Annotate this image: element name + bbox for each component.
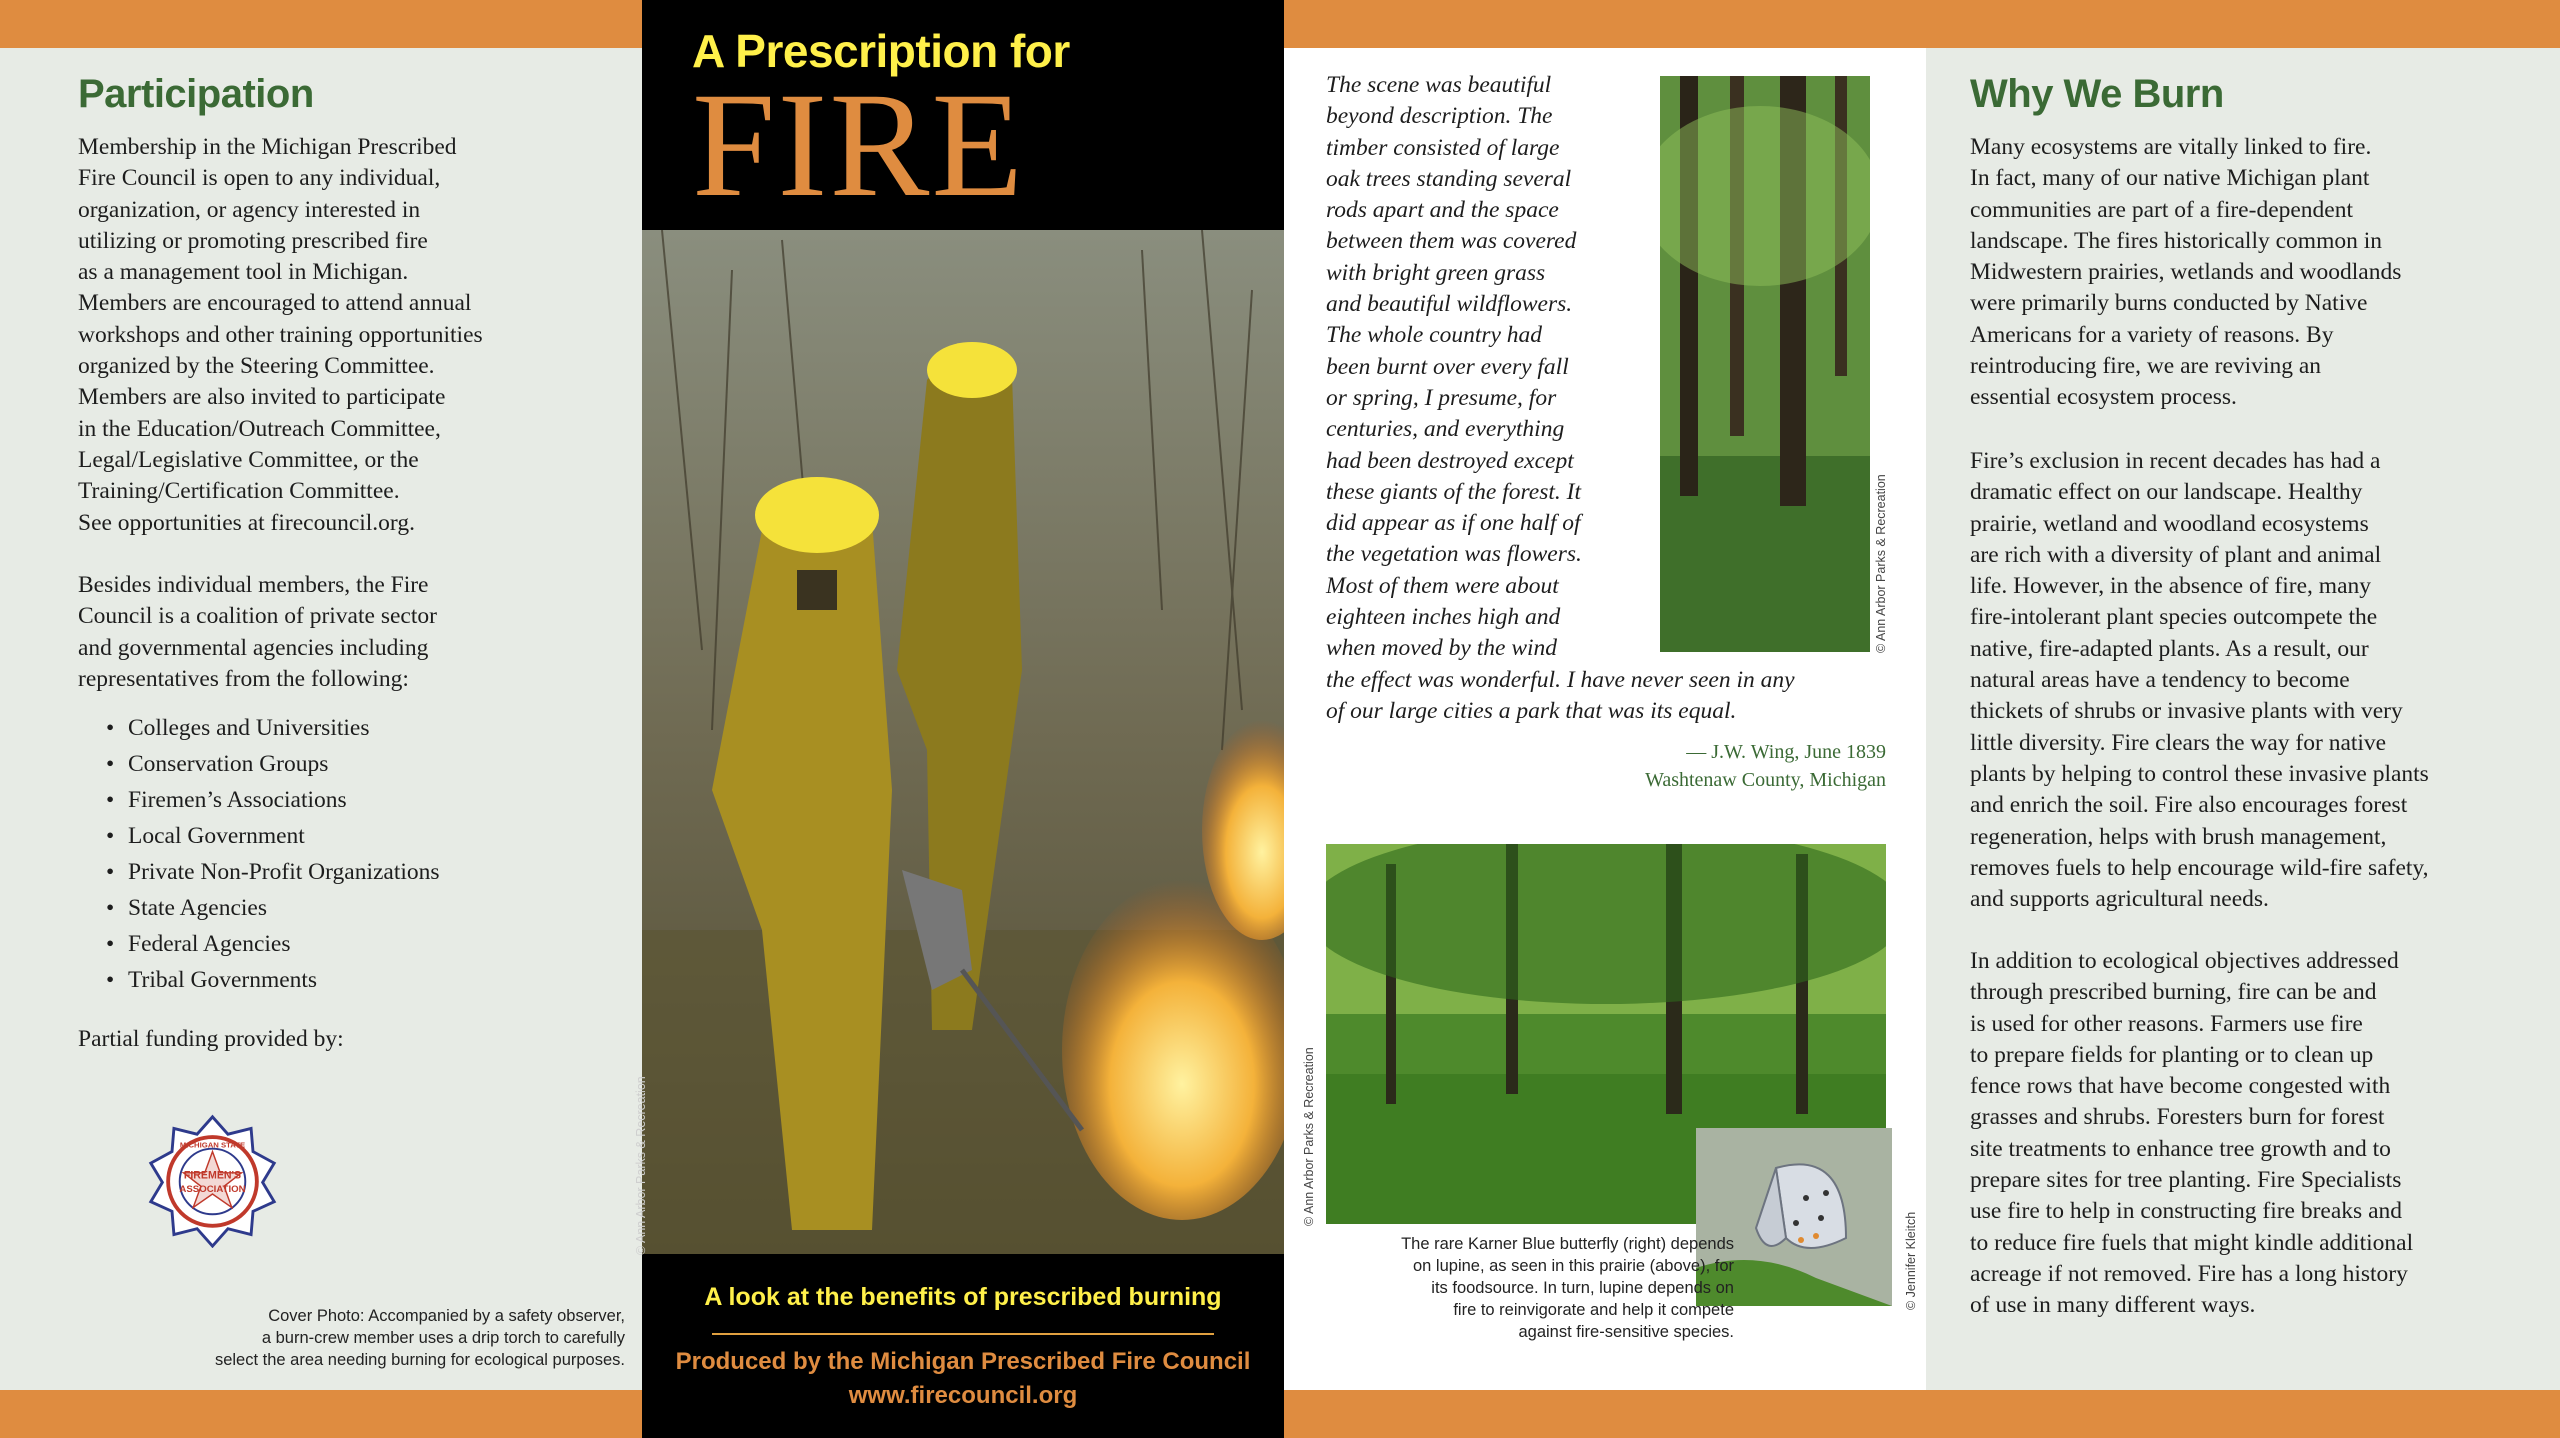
quote-panel [1284,48,1926,1390]
cover-title-small: A Prescription for [692,25,1070,77]
why-we-burn-panel [1926,48,2560,1390]
cover-panel [634,0,1284,1438]
logo-text-mid-1: FIREMEN'S [183,1169,242,1182]
list-item: • Federal Agencies [106,931,291,957]
member-types-list [106,710,440,998]
cover-photo-firefighters [642,230,1284,1254]
cover-photo-credit: © Ann Arbor Parks & Recreation [634,1076,648,1255]
cover-title-big: FIRE [692,62,1026,228]
participation-panel [0,48,642,1390]
list-item: • Conservation Groups [106,751,329,777]
logo-text-mid-2: ASSOCIATION [179,1184,246,1196]
funding-label: Partial funding provided by: [78,1026,344,1052]
logo-text-top: MICHIGAN STATE [179,1140,246,1150]
butterfly-photo-credit: © Jennifer Kleitch [1904,1211,1918,1310]
forest-photo [1660,76,1870,652]
cover-subtitle: A look at the benefits of prescribed burning [704,1283,1222,1311]
participation-heading: Participation [78,72,314,116]
prairie-photo-credit: © Ann Arbor Parks & Recreation [1302,1047,1316,1226]
firemens-association-logo [145,1113,280,1248]
why-burn-paragraph-1: Many ecosystems are vitally linked to fire. In fact, many of our native Michigan plant communities are part of a fire-dependent landscape. The fires historically common in Midwestern prairies, wetlands and woodlands were primarily burns conducted by Native Americans for a variety of reasons. By reintroducing fire, we are reviving an essential ecosystem process. [1970,134,2402,411]
list-item: • Private Non-Profit Organizations [106,859,440,885]
why-we-burn-heading: Why We Burn [1970,72,2224,116]
quote-attribution: — J.W. Wing, June 1839 Washtenaw County, Michigan [1645,741,1886,791]
list-item: • Tribal Governments [106,967,318,993]
forest-photo-credit: © Ann Arbor Parks & Recreation [1874,474,1888,653]
why-burn-paragraph-2: Fire’s exclusion in recent decades has had a dramatic effect on our landscape. Healthy prairie, wetland and woodland ecosystems are rich with a diversity of plant and animal life. However, in the absence of fire, many fire-intolerant plant species outcompete the native, fire-adapted plants. As a result, our natural areas have a tendency to become thickets of shrubs or invasive plants with very little diversity. Fire clears the way for native plants by helping to control these invasive plants and enrich the soil. Fire also encourages forest regeneration, helps with brush management, removes fuels to help encourage wild-fire safety, and supports agricultural needs. [1970,448,2429,913]
list-item: • Colleges and Universities [106,715,370,741]
participation-paragraph-2: Besides individual members, the Fire Council is a coalition of private sector and governmental agencies including representatives from the following: [78,572,437,692]
why-burn-paragraph-3: In addition to ecological objectives addressed through prescribed burning, fire can be and is used for other reasons. Farmers use fire to prepare fields for planting or to clean up fence rows that have become congested with grasses and shrubs. Foresters burn for forest site treatments to enhance tree growth and to prepare sites for tree planting. Fire Specialists use fire to help in constructing fire breaks and to reduce fire fuels that might kindle additional acreage if not removed. Fire has a long history of use in many different ways. [1970,948,2414,1319]
participation-paragraph-1: Membership in the Michigan Prescribed Fire Council is open to any individual, organization, or agency interested in utilizing or promoting prescribed fire as a management tool in Michigan. Members are encouraged to attend annual workshops and other training opportunities organized by the Steering Committee. Members are also invited to participate in the Education/Outreach Committee, Legal/Legislative Committee, or the Training/Certification Committee. See opportunities at firecouncil.org. [78,134,483,536]
butterfly-caption: The rare Karner Blue butterfly (right) depends on lupine, as seen in this prairie (above), for its foodsource. In turn, lupine depends on fire to reinvigorate and help it compete against fire-sensitive species. [1401,1235,1734,1341]
list-item: • Local Government [106,823,305,849]
cover-divider [712,1333,1214,1335]
list-item: • Firemen’s Associations [106,787,347,813]
cover-photo-caption: Cover Photo: Accompanied by a safety observer, a burn-crew member uses a drip torch to carefully select the area needing burning for ecological purposes. [214,1307,625,1369]
historical-quote: The scene was beautiful beyond description. The timber consisted of large oak trees standing several rods apart and the space between them was covered with bright green grass and beautiful wildflowers. The whole country had been burnt over every fall or spring, I presume, for centuries, and everything had been destroyed except these giants of the forest. It did appear as if one half of the vegetation was flowers. Most of them were about eighteen inches high and when moved by the wind the effect was wonderful. I have never seen in any of our large cities a park that was its equal. [1326,72,1795,724]
cover-url[interactable]: www.firecouncil.org [848,1382,1078,1409]
list-item: • State Agencies [106,895,268,921]
cover-producer: Produced by the Michigan Prescribed Fire Council [675,1348,1251,1375]
